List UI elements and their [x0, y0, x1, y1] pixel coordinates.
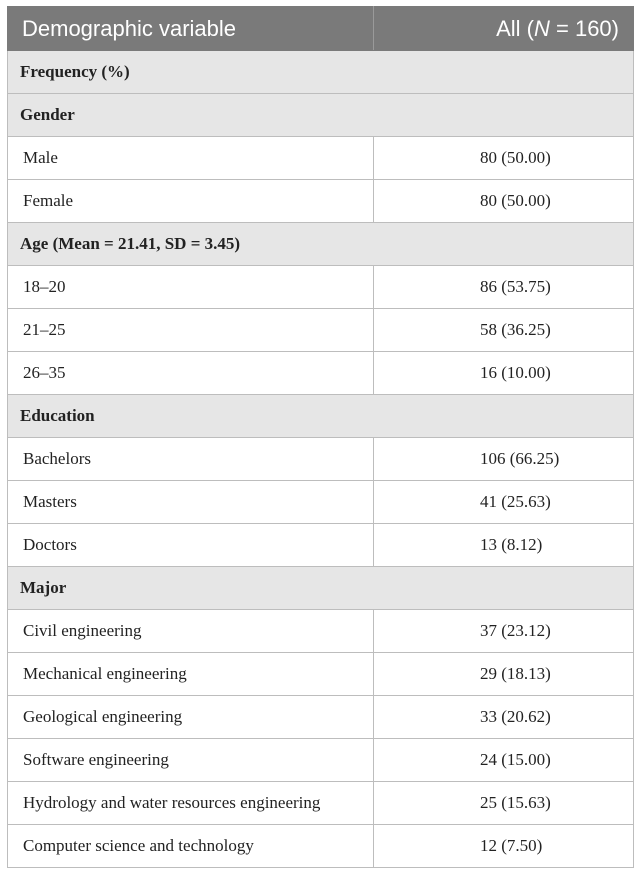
row-value: 12 (7.50)	[374, 825, 634, 868]
row-value: 58 (36.25)	[374, 309, 634, 352]
section-label: Frequency (%)	[8, 51, 634, 94]
row-value: 16 (10.00)	[374, 352, 634, 395]
section-row	[8, 567, 634, 610]
section-row	[8, 395, 634, 438]
row-label: Masters	[8, 481, 374, 524]
table-row	[8, 266, 634, 309]
header-all-suffix: = 160)	[549, 15, 619, 41]
table-row	[8, 825, 634, 868]
table-row	[8, 481, 634, 524]
row-value: 86 (53.75)	[374, 266, 634, 309]
header-all-n: N	[534, 15, 550, 41]
section-row	[8, 223, 634, 266]
table-row	[8, 309, 634, 352]
table-body	[8, 51, 634, 868]
section-row	[8, 51, 634, 94]
table-row	[8, 696, 634, 739]
row-label: Female	[8, 180, 374, 223]
row-label: Bachelors	[8, 438, 374, 481]
row-label: Male	[8, 137, 374, 180]
row-label: 18–20	[8, 266, 374, 309]
row-label: 21–25	[8, 309, 374, 352]
row-value: 80 (50.00)	[374, 180, 634, 223]
row-label: Hydrology and water resources engineering	[8, 782, 374, 825]
section-label: Major	[8, 567, 634, 610]
header-demographic-variable: Demographic variable	[8, 7, 374, 51]
section-label: Age (Mean = 21.41, SD = 3.45)	[8, 223, 634, 266]
table-row	[8, 739, 634, 782]
table-row	[8, 524, 634, 567]
row-label: 26–35	[8, 352, 374, 395]
row-value: 25 (15.63)	[374, 782, 634, 825]
row-value: 106 (66.25)	[374, 438, 634, 481]
demographics-table-container	[7, 6, 633, 868]
header-all-prefix: All (	[496, 15, 534, 41]
header-all	[374, 7, 634, 51]
row-value: 24 (15.00)	[374, 739, 634, 782]
row-label: Mechanical engineering	[8, 653, 374, 696]
section-label: Education	[8, 395, 634, 438]
table-row	[8, 438, 634, 481]
row-value: 41 (25.63)	[374, 481, 634, 524]
row-value: 37 (23.12)	[374, 610, 634, 653]
row-label: Geological engineering	[8, 696, 374, 739]
table-header-row	[8, 7, 634, 51]
section-label: Gender	[8, 94, 634, 137]
row-value: 33 (20.62)	[374, 696, 634, 739]
row-value: 80 (50.00)	[374, 137, 634, 180]
table-row	[8, 352, 634, 395]
demographics-table	[7, 6, 634, 868]
row-value: 29 (18.13)	[374, 653, 634, 696]
table-row	[8, 782, 634, 825]
row-label: Doctors	[8, 524, 374, 567]
section-row	[8, 94, 634, 137]
row-label: Software engineering	[8, 739, 374, 782]
row-value: 13 (8.12)	[374, 524, 634, 567]
row-label: Computer science and technology	[8, 825, 374, 868]
row-label: Civil engineering	[8, 610, 374, 653]
table-row	[8, 653, 634, 696]
table-row	[8, 137, 634, 180]
table-row	[8, 180, 634, 223]
table-row	[8, 610, 634, 653]
